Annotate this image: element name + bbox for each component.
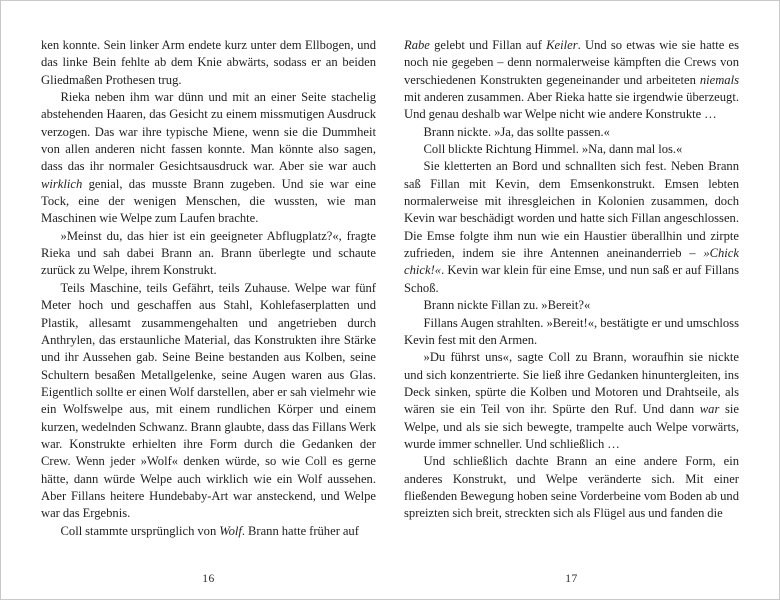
text-run: Coll blickte Richtung Himmel. »Na, dann mal los.« bbox=[423, 142, 683, 157]
text-run: Rieka neben ihm war dünn und mit an einer Seite stachelig abstehenden Haaren, das Gesicht zu einem missmutigen Ausdruck verzogen. Das war ihre typische Miene, wenn sie die Dummheit von allen anderen nicht fassen konnte. Man könnte also sagen, dass das ihr normaler Gesichtsausdruck war. Aber sie war auch bbox=[41, 90, 376, 174]
text-run: Fillans Augen strahlten. »Bereit!«, bestätigte er und umschloss Kevin fest mit den Armen. bbox=[404, 315, 739, 347]
text-run: Sie kletterten an Bord und schnallten sich fest. Neben Brann saß Fillan mit Kevin, dem Emsenkonstrukt. Emsen lebten normalerweise mit ihresgleichen in Kolonien zusammen, doch Kevin war beschädigt worden und hatte sich Fillan angeschlossen. Die Emse folgte ihm nun wie ein Haustier überallhin und zirpte zufrieden, indem sie ihre Antennen aneinanderrieb – bbox=[404, 159, 739, 261]
italic-text-run: Rabe bbox=[404, 38, 430, 52]
text-run: mit anderen zusammen. Aber Rieka hatte sie irgendwie überzeugt. Und genau deshalb war Welpe nicht wie andere Konstrukte … bbox=[404, 90, 739, 122]
page-left-text bbox=[41, 37, 376, 549]
page-right-number: 17 bbox=[565, 573, 578, 585]
text-run: Coll stammte ursprünglich von bbox=[60, 523, 220, 538]
text-run: Brann nickte Fillan zu. »Bereit?« bbox=[423, 298, 591, 313]
paragraph bbox=[404, 141, 739, 158]
italic-text-run: wirklich bbox=[41, 176, 83, 191]
paragraph bbox=[41, 523, 376, 540]
text-run: . Kevin war klein für eine Emse, und nun saß er auf Fillans Schoß. bbox=[404, 263, 739, 295]
text-run: Brann nickte. »Ja, das sollte passen.« bbox=[423, 124, 610, 139]
text-run: Und schließlich dachte Brann an eine andere Form, ein anderes Konstrukt, und Welpe veränderte sich. Mit einer fließenden Bewegung hoben seine Vorderbeine vom Boden ab und spreizten sich breit, streckten sich als Flügel aus und fanden die bbox=[404, 454, 739, 521]
page-right bbox=[404, 37, 739, 589]
italic-text-run: Keiler bbox=[546, 38, 578, 52]
italic-text-run: »Chick chick!« bbox=[404, 246, 739, 278]
text-run: »Du führst uns«, sagte Coll zu Brann, woraufhin sie nickte und sich konzentrierte. Sie ließ ihre Gedanken hinuntergleiten, ins Deck sinken, spürte die Kolben und Motoren und Drahtseile, als wären sie ein Teil von ihr. Spürte den Ruf. Und dann bbox=[404, 350, 739, 417]
paragraph bbox=[404, 37, 739, 124]
paragraph bbox=[41, 37, 376, 89]
text-run: Teils Maschine, teils Gefährt, teils Zuhause. Welpe war fünf Meter hoch und geschaffen aus Stahl, Kohlefaserplatten und Plastik, allesamt zusammengehalten und angetrieben durch Anthrylen, das erstaunliche Material, das Konstrukten ihre Stärke und ihr Aussehen gab. Seine Beine bestanden aus Kolben, seine Schultern besaßen Metallgelenke, seine Augen waren aus Glas. Eigentlich sollte er einen Wolf darstellen, aber er sah vielmehr wie ein Wolfswelpe aus, mit einem rundlichen Körper und einem kurzen, wedelnden Schwanz. Brann glaubte, dass das Fillans Werk war. Konstrukte erhielten ihre Form durch die Gedanken der Crew. Wenn jeder »Wolf« denken würde, so wie Coll es gerne hätte, dann würde Welpe auch wirklich wie ein Wolf aussehen. Aber Fillans heitere Hundebaby-Art war ansteckend, und Welpe war das Ergebnis. bbox=[41, 280, 376, 521]
text-run: . Und so etwas wie sie hatte es noch nie gegeben – denn normalerweise kämpften die Crews von verschiedenen Konstrukten gegeneinander und arbeiteten bbox=[404, 38, 739, 87]
paragraph bbox=[404, 297, 739, 314]
paragraph bbox=[404, 315, 739, 350]
paragraph bbox=[404, 349, 739, 453]
paragraph bbox=[404, 453, 739, 522]
paragraph bbox=[404, 158, 739, 297]
text-run: gelebt und Fillan auf bbox=[429, 38, 547, 52]
book-spread bbox=[1, 1, 779, 599]
paragraph bbox=[41, 280, 376, 523]
page-left bbox=[41, 37, 376, 589]
italic-text-run: niemals bbox=[699, 72, 739, 87]
text-run: genial, das musste Brann zugeben. Und sie war eine Tock, eine der wenigen Menschen, die wussten, wie man Maschinen wie Welpe zum Laufen brachte. bbox=[41, 176, 376, 226]
text-run: sie Welpe, und als sie sich bewegte, trampelte auch Welpe vorwärts, wurde immer schneller. Und schließlich … bbox=[404, 402, 739, 451]
page-left-number: 16 bbox=[202, 573, 215, 585]
paragraph bbox=[404, 124, 739, 141]
paragraph bbox=[41, 89, 376, 228]
page-right-text bbox=[404, 37, 739, 549]
text-run: »Meinst du, das hier ist ein geeigneter Abflugplatz?«, fragte Rieka und sah dabei Brann an. Brann überlegte und schaute zurück zu Welpe, ihrem Konstrukt. bbox=[41, 228, 376, 278]
text-run: . Brann hatte früher auf bbox=[241, 523, 359, 538]
italic-text-run: war bbox=[699, 402, 720, 417]
text-run: ken konnte. Sein linker Arm endete kurz unter dem Ellbogen, und das linke Bein fehlte ab dem Knie abwärts, sodass er an beiden Gliedmaßen Prothesen trug. bbox=[41, 38, 376, 87]
italic-text-run: Wolf bbox=[219, 523, 242, 538]
paragraph bbox=[41, 228, 376, 280]
